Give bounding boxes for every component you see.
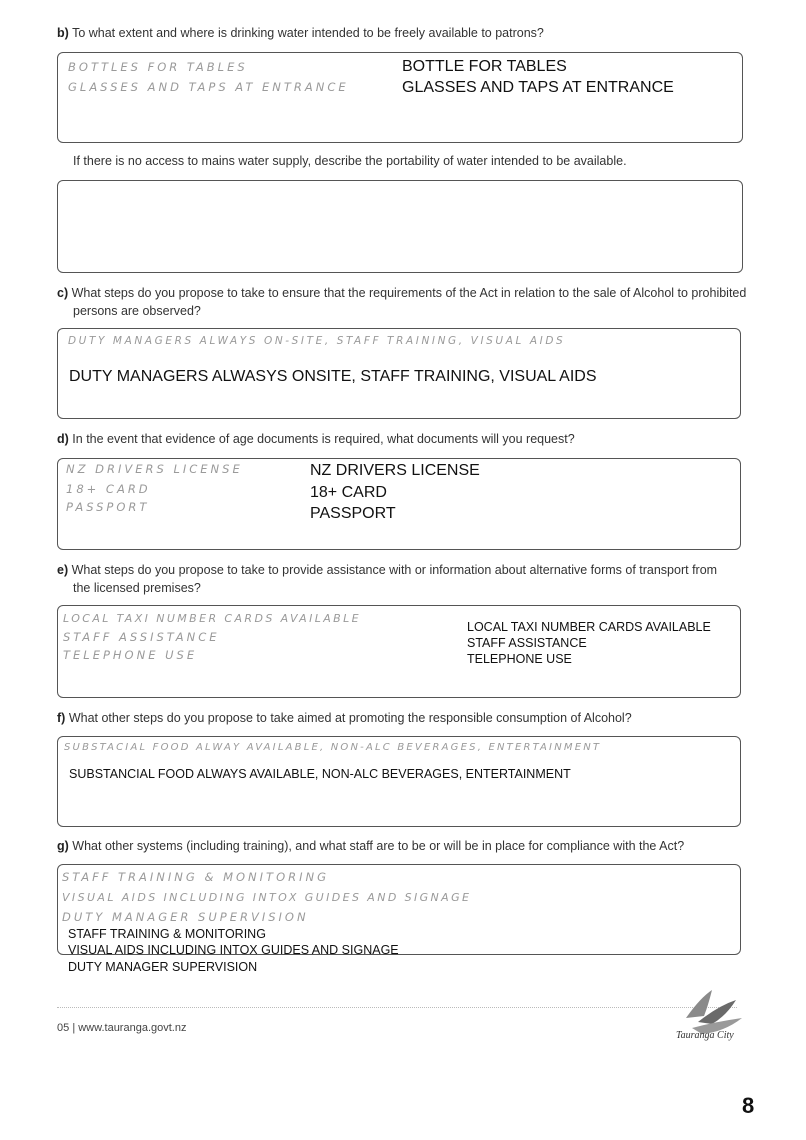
handwritten-line: GLASSES AND TAPS AT ENTRANCE <box>68 80 349 94</box>
question-d <box>57 430 575 448</box>
footer-separator: | <box>72 1022 76 1034</box>
question-text: What steps do you propose to take to provide assistance with or information about alternative forms of transport from <box>71 563 718 577</box>
question-g <box>57 837 684 855</box>
typed-answer: STAFF ASSISTANCE <box>467 636 587 650</box>
question-e-line2: the licensed premises? <box>73 581 201 595</box>
question-e <box>57 561 717 579</box>
question-text: In the event that evidence of age documents is required, what documents will you request? <box>72 432 575 446</box>
handwritten-line: SUBSTACIAL FOOD ALWAY AVAILABLE, NON-ALC BEVERAGES, ENTERTAINMENT <box>64 742 602 753</box>
handwritten-line: PASSPORT <box>66 500 150 514</box>
handwritten-line: STAFF TRAINING & MONITORING <box>62 870 330 884</box>
handwritten-line: STAFF ASSISTANCE <box>63 630 220 644</box>
question-b <box>57 24 544 42</box>
typed-answer: PASSPORT <box>310 505 396 522</box>
handwritten-line: BOTTLES FOR TABLES <box>68 60 248 74</box>
question-label: b) <box>57 26 69 40</box>
typed-answer: BOTTLE FOR TABLES <box>402 58 567 75</box>
question-c <box>57 284 746 302</box>
typed-answer: SUBSTANCIAL FOOD ALWAYS AVAILABLE, NON-ALC BEVERAGES, ENTERTAINMENT <box>69 767 571 781</box>
footer <box>57 1022 186 1034</box>
typed-answer: GLASSES AND TAPS AT ENTRANCE <box>402 79 674 96</box>
page-number: 8 <box>742 1093 755 1118</box>
question-text: To what extent and where is drinking water intended to be freely available to patrons? <box>72 26 544 40</box>
question-c-line2: persons are observed? <box>73 304 201 318</box>
question-f <box>57 709 632 727</box>
question-label: d) <box>57 432 69 446</box>
question-text: What other systems (including training), and what staff are to be or will be in place for compliance with the Act? <box>72 839 685 853</box>
footer-page: 05 <box>57 1022 70 1034</box>
footer-divider <box>57 1007 737 1008</box>
handwritten-line: DUTY MANAGER SUPERVISION <box>62 910 309 924</box>
handwritten-line: NZ DRIVERS LICENSE <box>66 462 243 476</box>
typed-answer: DUTY MANAGERS ALWASYS ONSITE, STAFF TRAINING, VISUAL AIDS <box>69 368 597 385</box>
question-b-sub: If there is no access to mains water supply, describe the portability of water intended to be available. <box>73 154 627 168</box>
question-text: What steps do you propose to take to ensure that the requirements of the Act in relation to the sale of Alcohol to prohibited <box>71 286 747 300</box>
typed-answer: NZ DRIVERS LICENSE <box>310 462 480 479</box>
question-label: f) <box>57 711 66 725</box>
typed-answer: DUTY MANAGER SUPERVISION <box>68 960 258 974</box>
logo-text: Tauranga City <box>676 1030 734 1041</box>
footer-url[interactable]: www.tauranga.govt.nz <box>78 1022 187 1034</box>
question-label: e) <box>57 563 69 577</box>
typed-answer: VISUAL AIDS INCLUDING INTOX GUIDES AND SIGNAGE <box>68 943 399 957</box>
typed-answer: STAFF TRAINING & MONITORING <box>68 927 266 941</box>
handwritten-line: TELEPHONE USE <box>63 648 198 662</box>
typed-answer: LOCAL TAXI NUMBER CARDS AVAILABLE <box>467 620 711 634</box>
question-label: c) <box>57 286 69 300</box>
handwritten-line: DUTY MANAGERS ALWAYS ON-SITE, STAFF TRAINING, VISUAL AIDS <box>68 335 566 347</box>
answer-box-b-sub[interactable] <box>57 180 743 273</box>
question-label: g) <box>57 839 69 853</box>
typed-answer: TELEPHONE USE <box>467 652 572 666</box>
handwritten-line: 18+ CARD <box>66 482 151 496</box>
handwritten-line: VISUAL AIDS INCLUDING INTOX GUIDES AND SIGNAGE <box>62 891 472 904</box>
handwritten-line: LOCAL TAXI NUMBER CARDS AVAILABLE <box>63 612 361 625</box>
typed-answer: 18+ CARD <box>310 484 387 501</box>
question-text: What other steps do you propose to take aimed at promoting the responsible consumption of Alcohol? <box>68 711 632 725</box>
